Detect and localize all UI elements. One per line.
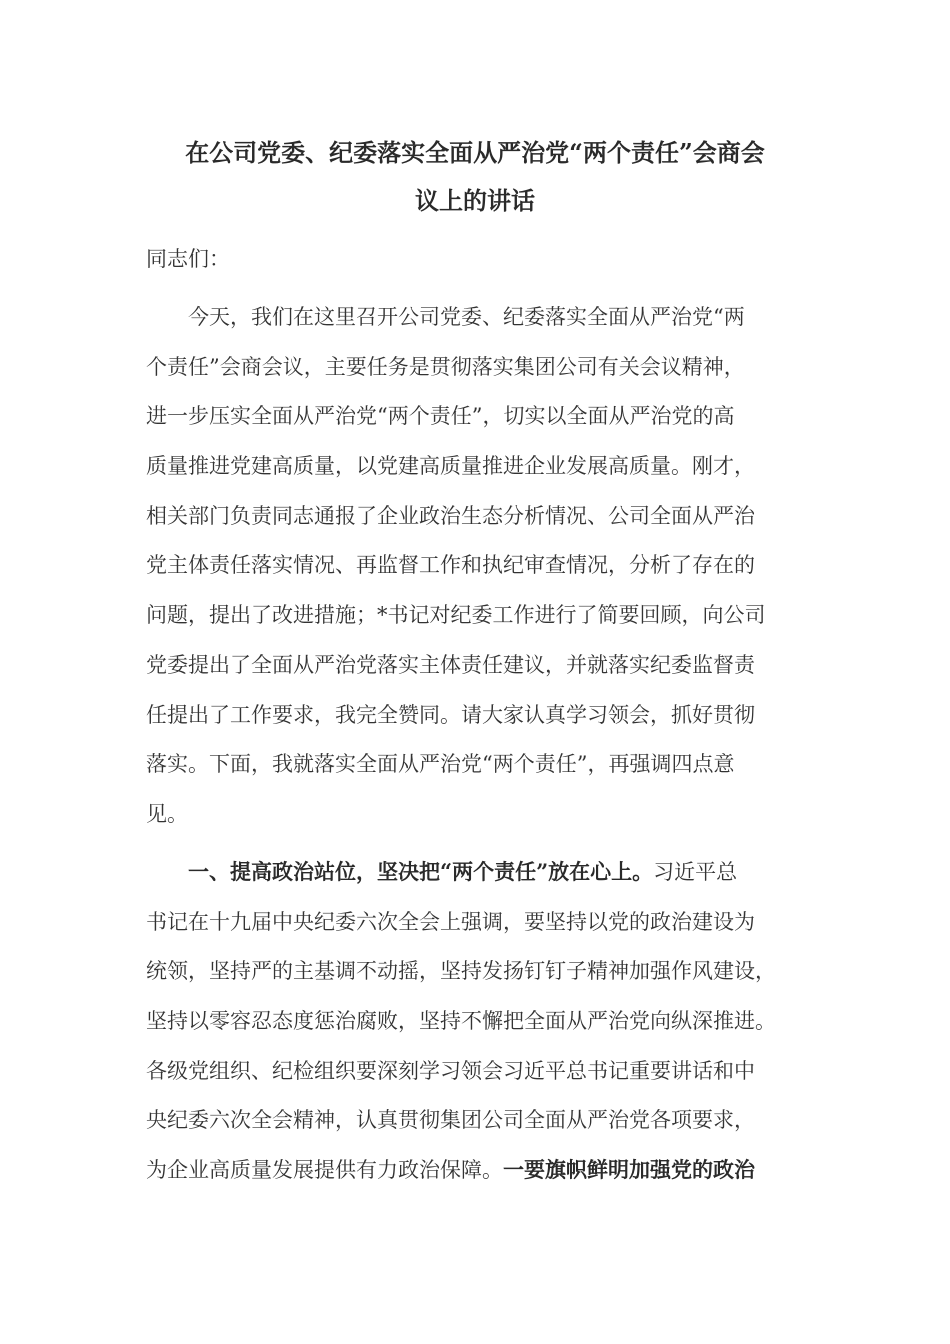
paragraph-1-line-5: 相关部门负责同志通报了企业政治生态分析情况、公司全面从严治	[146, 504, 755, 528]
document-title-line-1: 在公司党委、纪委落实全面从严治党“两个责任”会商会	[185, 138, 765, 167]
paragraph-1-line-2: 个责任”会商会议，主要任务是贯彻落实集团公司有关会议精神，	[146, 355, 745, 379]
paragraph-1-line-4: 质量推进党建高质量，以党建高质量推进企业发展高质量。刚才，	[146, 454, 755, 478]
salutation: 同志们：	[146, 247, 230, 271]
section-1-subpoint-1: 一要旗帜鲜明加强党的政治	[503, 1157, 755, 1182]
paragraph-1-line-3: 进一步压实全面从严治党“两个责任”，切实以全面从严治党的高	[146, 404, 735, 428]
section-1-first-line-tail: 习近平总	[653, 860, 738, 884]
section-1-line-7-plain: 为企业高质量发展提供有力政治保障。	[146, 1158, 503, 1182]
section-1-line-3: 统领，坚持严的主基调不动摇，坚持发扬钉钉子精神加强作风建设，	[146, 959, 776, 983]
section-1-line-4: 坚持以零容忍态度惩治腐败，坚持不懈把全面从严治党向纵深推进。	[146, 1009, 776, 1033]
paragraph-1-line-7: 问题，提出了改进措施；*书记对纪委工作进行了简要回顾，向公司	[146, 603, 766, 627]
section-1-line-7	[146, 1145, 814, 1195]
paragraph-1-line-10: 落实。下面，我就落实全面从严治党“两个责任”，再强调四点意	[146, 752, 735, 776]
section-1-heading: 一、提高政治站位，坚决把“两个责任”放在心上。	[188, 859, 654, 884]
paragraph-1-line-8: 党委提出了全面从严治党落实主体责任建议，并就落实纪委监督责	[146, 653, 755, 677]
document-title-line-2: 议上的讲话	[415, 186, 535, 215]
paragraph-1-line-9: 任提出了工作要求，我完全赞同。请大家认真学习领会，抓好贯彻	[146, 703, 755, 727]
section-1-line-6: 央纪委六次全会精神，认真贯彻集团公司全面从严治党各项要求，	[146, 1108, 755, 1132]
section-1-line-5: 各级党组织、纪检组织要深刻学习领会习近平总书记重要讲话和中	[146, 1059, 755, 1083]
paragraph-1-line-1: 今天，我们在这里召开公司党委、纪委落实全面从严治党“两	[188, 305, 745, 329]
section-1-first-line	[146, 847, 814, 897]
paragraph-1-line-6: 党主体责任落实情况、再监督工作和执纪审查情况，分析了存在的	[146, 553, 755, 577]
section-1-line-2: 书记在十九届中央纪委六次全会上强调，要坚持以党的政治建设为	[146, 910, 755, 934]
paragraph-1-line-11: 见。	[146, 802, 188, 826]
